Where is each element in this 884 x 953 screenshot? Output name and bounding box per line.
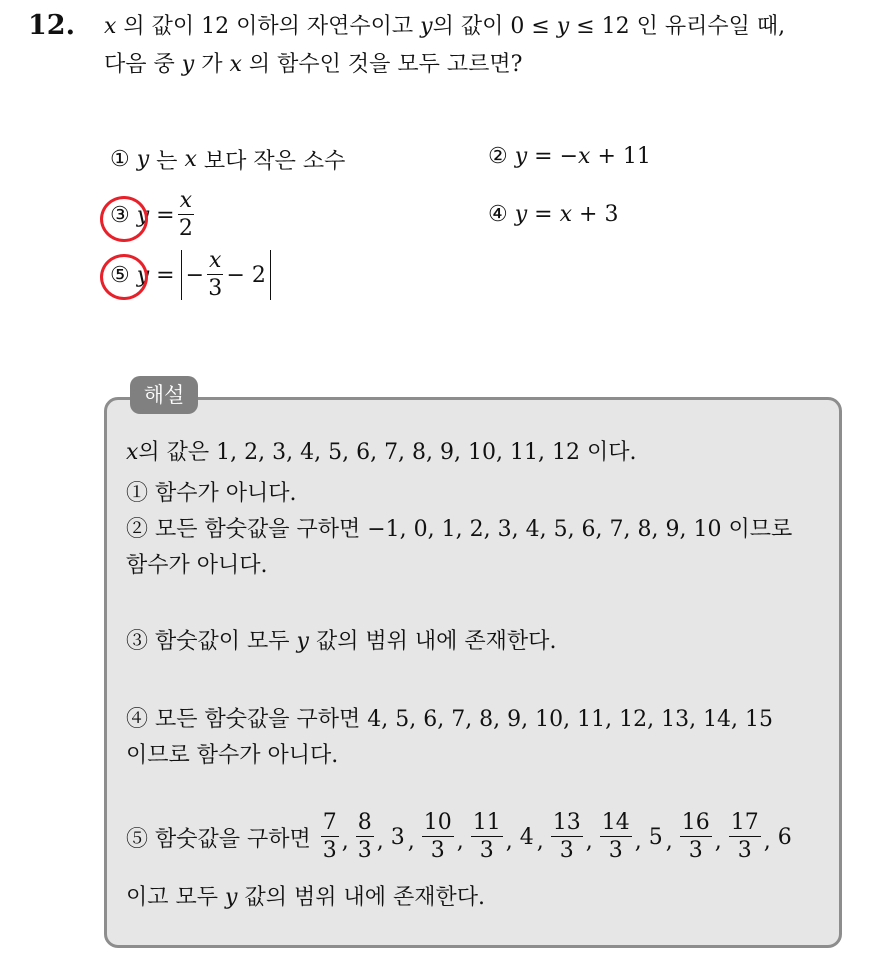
denominator: 3 [479,838,494,863]
denominator: 2 [178,216,193,241]
denominator: 3 [322,838,337,863]
var-x: x [559,202,573,227]
var-y: y [420,14,433,39]
var-y: y [514,202,528,227]
fraction [680,812,712,862]
var-y: y [181,52,195,77]
text: 이고 모두 [126,885,219,910]
comma: , [536,829,544,854]
numerator: 7 [322,810,337,835]
text: − 2 [226,262,266,288]
choice-mark: ① [110,147,130,172]
absolute-value [181,250,271,300]
explanation-tag: 해설 [130,376,198,414]
fraction [471,812,503,862]
text: = − [534,144,579,169]
choice-mark: ② [488,144,508,169]
text: ③ 함숫값이 모두 [126,629,290,654]
value: 6 [777,824,792,850]
numerator: 14 [601,810,630,835]
var-x: x [229,52,242,77]
text: = [156,262,175,288]
numerator: 16 [681,810,710,835]
text: 의 함수인 것을 모두 고르면? [248,52,523,77]
choice-mark: ④ [488,202,508,227]
minus: − [185,262,205,288]
numerator: x [179,188,193,213]
explanation-line-9 [126,880,485,911]
var-y: y [136,202,150,228]
explanation-line-1 [126,435,636,466]
text: 의 값이 12 이하의 자연수이고 [123,14,414,39]
function-values [318,812,795,862]
var-x: x [184,147,197,172]
text: 는 [156,149,178,174]
comma: , [585,829,593,854]
fraction [321,812,339,862]
denominator: 3 [737,838,752,863]
var-x: x [126,440,139,465]
text: 의 값이 0 ≤ [432,14,550,39]
explanation-line-6: ④ 모든 함숫값을 구하면 4, 5, 6, 7, 8, 9, 10, 11, 12, 13, 14, 15 [126,707,774,732]
comma: , [665,829,673,854]
var-y: y [514,144,528,169]
fraction [356,812,374,862]
explanation-line-7: 이므로 함수가 아니다. [126,743,339,768]
var-y: y [225,885,238,910]
var-x: x [104,14,117,39]
choice-mark: ③ [110,202,130,228]
comma: , [456,829,464,854]
var-y: y [136,262,150,288]
denominator: 3 [688,838,703,863]
selection-circle-5 [100,254,148,300]
var-y: y [556,14,570,39]
fraction [551,812,583,862]
text: = [156,202,175,228]
fraction [600,812,632,862]
value: 4 [519,824,534,850]
numerator: 13 [552,810,581,835]
numerator: 11 [472,810,501,835]
fraction [178,190,194,240]
fraction [729,812,761,862]
problem-number: 12. [28,10,75,41]
comma: , [407,829,415,854]
numerator: 8 [357,810,372,835]
numerator: 17 [730,810,759,835]
text: ⑤ 함숫값을 구하면 [126,826,311,852]
selection-circle-3 [100,196,148,242]
text: ≤ 12 인 유리수일 때, [576,14,786,39]
fraction [207,250,223,300]
choice-4[interactable] [488,202,618,227]
comma: , [714,829,722,854]
numerator: 10 [423,810,452,835]
text: 값의 범위 내에 존재한다. [244,885,485,910]
text: 값의 범위 내에 존재한다. [315,629,557,654]
problem-line-2 [104,48,522,82]
comma: , [505,829,513,854]
value: 3 [390,824,405,850]
text: 가 [201,52,223,77]
denominator: 3 [430,838,445,863]
denominator: 3 [357,838,372,863]
var-x: x [578,144,591,169]
text: + 3 [579,202,619,227]
fraction [422,812,454,862]
denominator: 3 [208,276,223,301]
denominator: 3 [559,838,574,863]
choice-mark: ⑤ [110,262,130,288]
denominator: 3 [608,838,623,863]
value: 5 [648,824,663,850]
text: + 11 [597,144,651,169]
comma: , [341,829,349,854]
comma: , [634,829,642,854]
explanation-line-2: ① 함수가 아니다. [126,481,297,506]
text: 보다 작은 소수 [203,149,346,174]
explanation-line-8 [126,812,795,862]
var-y: y [296,629,309,654]
text: 의 값은 1, 2, 3, 4, 5, 6, 7, 8, 9, 10, 11, 12 이다. [138,440,637,465]
text: 다음 중 [104,52,175,77]
numerator: x [209,248,222,273]
choice-2[interactable] [488,144,651,169]
choice-1[interactable] [110,144,345,175]
problem-line-1 [104,10,785,44]
comma: , [376,829,384,854]
var-y: y [136,147,150,172]
comma: , [763,829,771,854]
explanation-line-5 [126,624,556,655]
explanation-line-4: 함수가 아니다. [126,553,268,578]
explanation-line-3: ② 모든 함숫값을 구하면 −1, 0, 1, 2, 3, 4, 5, 6, 7, 8, 9, 10 이므로 [126,517,793,542]
text: = [534,202,553,227]
